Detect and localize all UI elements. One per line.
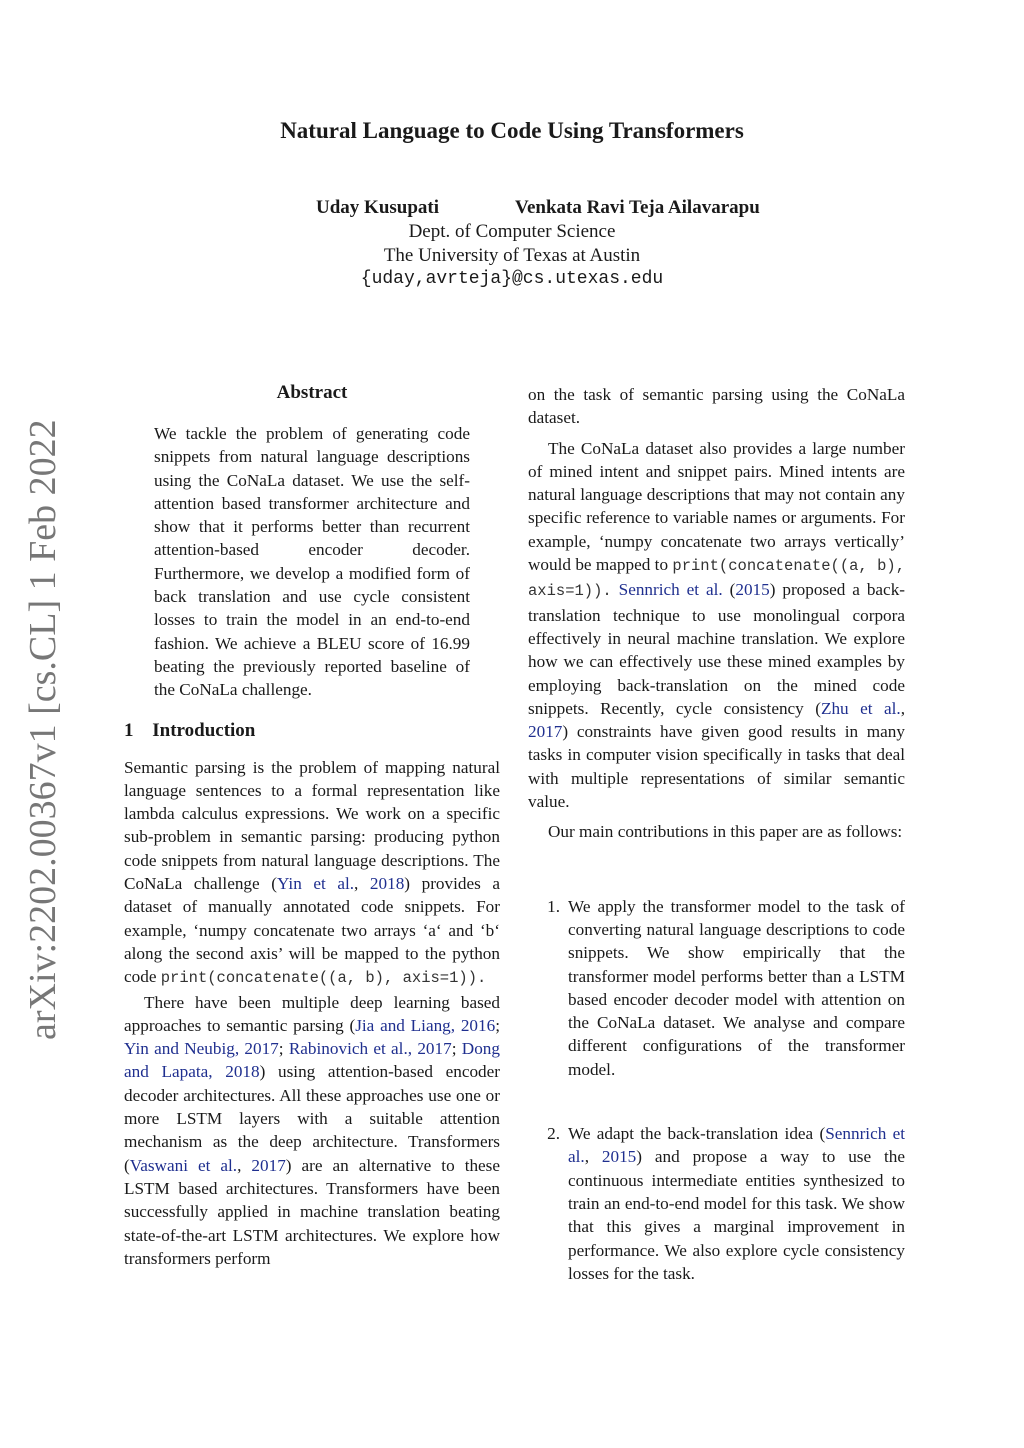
intro-paragraph-2: There have been multiple deep learning based approaches to semantic parsing (Jia and Liang, 2016; Yin and Neubig, 2017; Rabinovich et al., 2017; Dong and Lapata, 2018) using attention-based encoder decoder architectures. All these approaches use one or more LSTM layers with a suitable attention mechanism as the deep architecture. Transformers (Vaswani et al., 2017) are an alternative to these LSTM based architectures. Transformers have been successfully applied in machine translation beating state-of-the-art LSTM architectures. We explore how transformers perform xyxy=(124,992,501,1268)
left-column xyxy=(124,382,500,1270)
citation-rabinovich[interactable]: Rabinovich et al., 2017 xyxy=(288,1039,452,1059)
intro-heading xyxy=(124,720,500,742)
contribution-text-1: We apply the transformer model to the task of converting natural language descriptions to code snippets. We show empirically that the transformer model performs better than a LSTM based encoder decoder model with attention on the CoNaLa dataset. We analyse and compare different configurations of the transformer model. xyxy=(568,896,905,1079)
abstract-heading: Abstract xyxy=(276,382,348,403)
right-paragraph-2: Our main contributions in this paper are as follows: xyxy=(548,822,903,842)
affiliation-dept: Dept. of Computer Science xyxy=(408,221,616,242)
citation-vaswani-year[interactable]: 2017 xyxy=(251,1155,286,1175)
abstract-text: We tackle the problem of generating code snippets from natural language descriptions using the CoNaLa dataset. We use the self-attention based transformer architecture and show that it performs better than recurrent attention-based encoder decoder. Furthermore, we develop a modified form of back translation and use cycle consistent losses to train the model in an end-to-end fashion. We achieve a BLEU score of 16.99 beating the previously reported baseline of the CoNaLa challenge. xyxy=(154,424,470,700)
citation-jia-liang[interactable]: Jia and Liang, 2016 xyxy=(355,1015,496,1035)
abstract-body xyxy=(154,422,470,702)
contribution-item-2 xyxy=(528,1122,905,1285)
citation-sennrich-2-year[interactable]: 2015 xyxy=(601,1147,637,1167)
right-continuation: on the task of semantic parsing using the CoNaLa dataset. xyxy=(528,385,905,428)
citation-yin-neubig[interactable]: Yin and Neubig, 2017 xyxy=(124,1039,279,1059)
intro-paragraph-1: Semantic parsing is the problem of mapping natural language sentences to a formal representation like lambda calculus expressions. We work on a specific sub-problem in semantic parsing: producing python code snippets from natural language descriptions. The CoNaLa challenge (Yin et al., 2018) provides a dataset of manually annotated code snippets. For example, ‘numpy concatenate two arrays ‘a‘ and ‘b‘ along the second axis’ will be mapped to the python code print(concatenate((a, b), axis=1)). xyxy=(124,757,500,988)
author-1: Uday Kusupati xyxy=(316,197,440,218)
paper-title: Natural Language to Code Using Transformers xyxy=(280,118,744,143)
arxiv-sidebar xyxy=(18,419,68,1040)
citation-sennrich-2[interactable]: Sennrich et al. xyxy=(568,1124,905,1167)
contribution-item-1 xyxy=(528,895,905,1081)
arxiv-id: arXiv:2202.00367v1 [cs.CL] 1 Feb 2022 xyxy=(22,419,64,1040)
intro-heading-number: 1 xyxy=(124,719,134,741)
right-column xyxy=(528,383,905,1285)
affiliation-university: The University of Texas at Austin xyxy=(383,245,641,266)
citation-yin-2018-year[interactable]: 2018 xyxy=(369,874,405,894)
citation-sennrich-year[interactable]: 2015 xyxy=(735,580,770,600)
citation-dong-lapata[interactable]: Dong and Lapata, 2018 xyxy=(124,1039,500,1082)
code-snippet-1: print(concatenate((a, b), axis=1)). xyxy=(160,969,487,988)
contribution-number-1: 1. xyxy=(547,896,560,916)
citation-zhu-year[interactable]: 2017 xyxy=(528,722,563,742)
intro-heading-text: Introduction xyxy=(152,719,256,741)
intro-body xyxy=(124,756,500,1271)
citation-sennrich[interactable]: Sennrich et al. xyxy=(618,580,723,600)
author-2: Venkata Ravi Teja Ailavarapu xyxy=(515,197,760,218)
contribution-text-2: We adapt the back-translation idea (Sennrich et al., 2015) and propose a way to use the continuous intermediate entities synthesized to train an end-to-end model for this task. We show that this gives a marginal improvement in performance. We also explore cycle consistency losses for the task. xyxy=(568,1124,905,1283)
author-email: {uday,avrteja}@cs.utexas.edu xyxy=(360,269,664,289)
citation-yin-2018[interactable]: Yin et al. xyxy=(276,874,355,894)
citation-vaswani[interactable]: Vaswani et al. xyxy=(129,1155,238,1175)
right-paragraph-1: The CoNaLa dataset also provides a large number of mined intent and snippet pairs. Mined intents are natural language descriptions that may not contain any specific reference to variable names or arguments. For example, ‘numpy concatenate two arrays vertically’ would be mapped to print(concatenate((a, b), axis=1)). Sennrich et al. (2015) proposed a back-translation technique to use monolingual corpora effectively in neural machine translation. We explore how we can effectively use these mined examples by employing back-translation on the mined code snippets. Recently, cycle consistency (Zhu et al., 2017) constraints have given good results in many tasks in computer vision specifically in tasks that deal with multiple representations of similar semantic value. xyxy=(528,438,906,812)
contribution-number-2: 2. xyxy=(547,1124,560,1144)
code-snippet-2: print(concatenate((a, b), axis=1)). xyxy=(528,557,906,601)
citation-zhu[interactable]: Zhu et al. xyxy=(820,698,901,718)
